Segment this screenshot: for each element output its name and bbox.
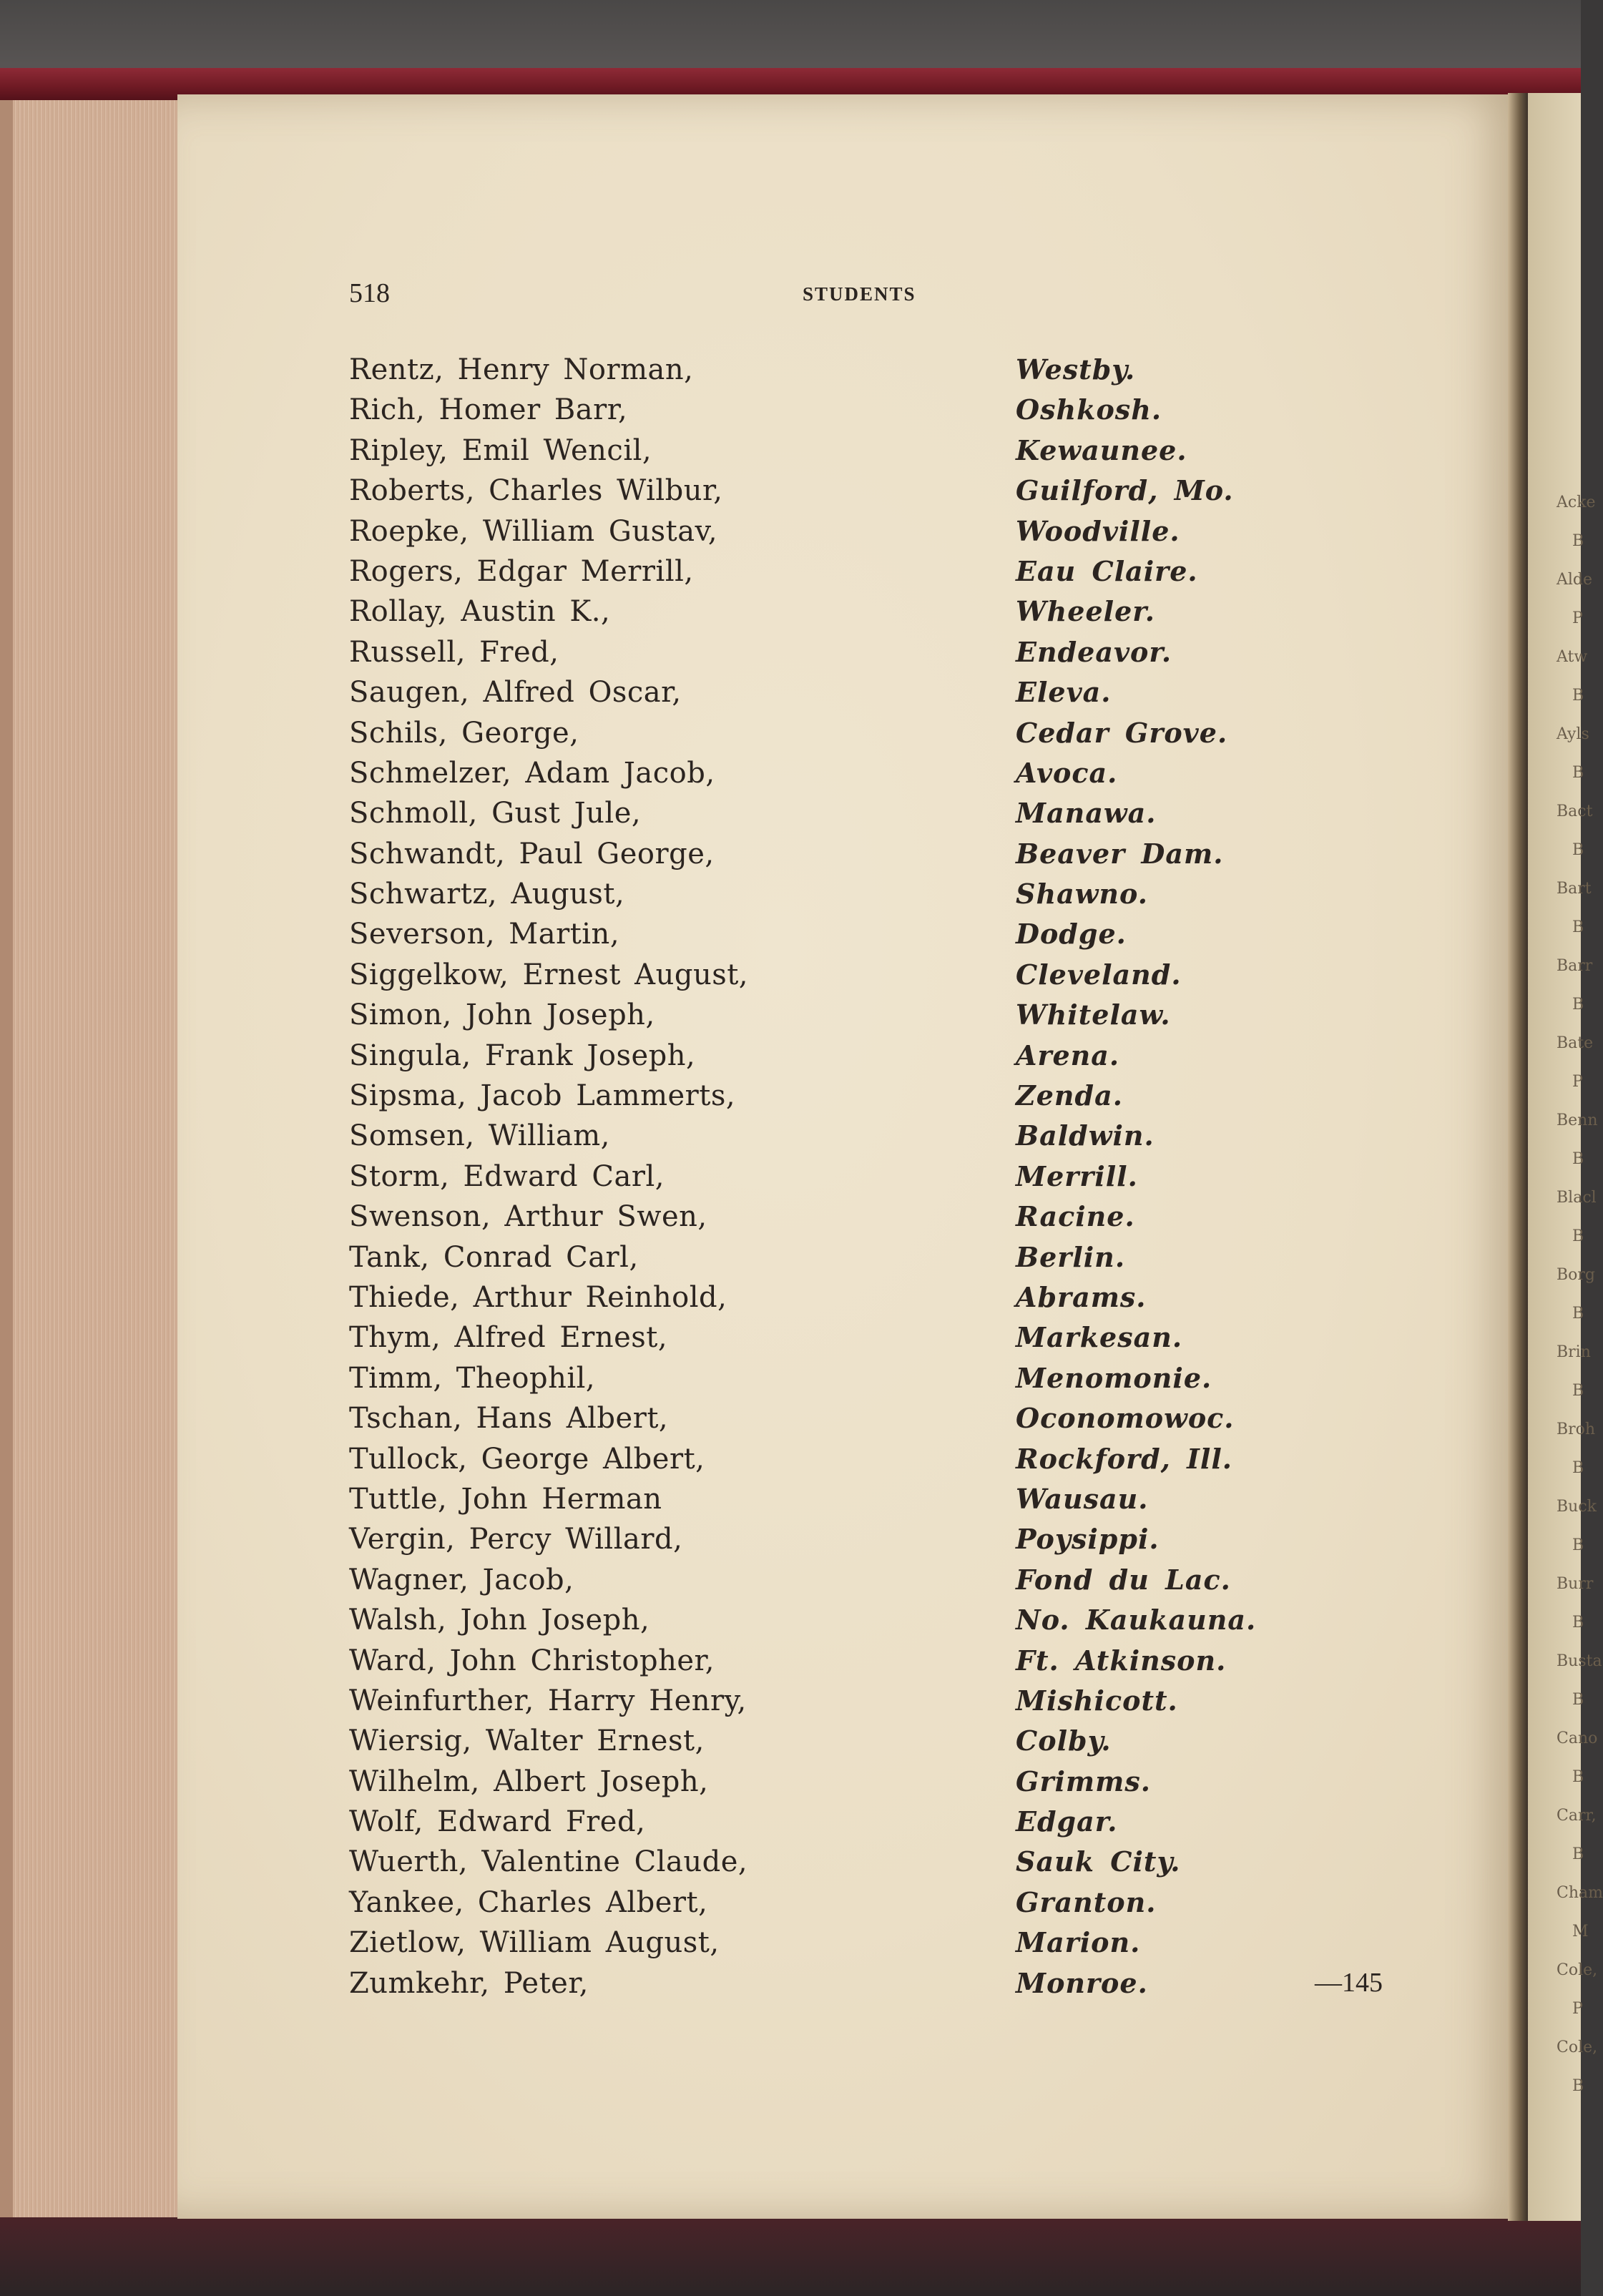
facing-page-fragment: Alde bbox=[1557, 571, 1593, 589]
student-name: Ripley, Emil Wencil, bbox=[349, 433, 652, 467]
student-row bbox=[349, 1281, 1479, 1321]
facing-page-fragment: B bbox=[1572, 2077, 1584, 2095]
student-name: Sipsma, Jacob Lammerts, bbox=[349, 1079, 736, 1113]
student-name: Timm, Theophil, bbox=[349, 1361, 596, 1395]
student-name: Walsh, John Joseph, bbox=[349, 1604, 650, 1637]
student-row bbox=[349, 1564, 1479, 1604]
student-name: Schwandt, Paul George, bbox=[349, 837, 715, 870]
facing-page-fragment: P bbox=[1572, 609, 1583, 627]
student-hometown: Kewaunee. bbox=[1016, 433, 1187, 466]
student-row bbox=[349, 838, 1479, 878]
student-total: —145 bbox=[1315, 1967, 1383, 1998]
facing-page-fragment: B bbox=[1572, 1536, 1584, 1554]
student-name: Zietlow, William August, bbox=[349, 1926, 720, 1960]
student-row bbox=[349, 1483, 1479, 1523]
student-row bbox=[349, 878, 1479, 918]
student-name: Weinfurther, Harry Henry, bbox=[349, 1684, 747, 1717]
facing-page-fragment: B bbox=[1572, 1768, 1584, 1786]
student-name: Roberts, Charles Wilbur, bbox=[349, 474, 723, 508]
facing-page-fragment: Blacl bbox=[1557, 1189, 1597, 1207]
student-name: Tullock, George Albert, bbox=[349, 1442, 705, 1476]
student-hometown: Grimms. bbox=[1016, 1765, 1151, 1797]
student-row bbox=[349, 717, 1479, 757]
student-hometown: Colby. bbox=[1016, 1725, 1112, 1757]
facing-page-fragment: B bbox=[1572, 1614, 1584, 1632]
student-name: Wilhelm, Albert Joseph, bbox=[349, 1765, 709, 1798]
student-row bbox=[349, 676, 1479, 716]
facing-page-fragment: P bbox=[1572, 1073, 1583, 1091]
facing-page-fragment: B bbox=[1572, 841, 1584, 859]
student-name: Siggelkow, Ernest August, bbox=[349, 958, 749, 991]
student-hometown: Baldwin. bbox=[1016, 1119, 1155, 1152]
student-name: Tuttle, John Herman bbox=[349, 1482, 662, 1516]
student-row bbox=[349, 434, 1479, 474]
student-name: Rogers, Edgar Merrill, bbox=[349, 554, 694, 588]
student-name: Schwartz, August, bbox=[349, 878, 625, 911]
student-roster bbox=[349, 353, 1479, 2007]
student-row bbox=[349, 1402, 1479, 1442]
student-row bbox=[349, 1523, 1479, 1563]
student-name: Yankee, Charles Albert, bbox=[349, 1885, 708, 1919]
section-title: STUDENTS bbox=[803, 283, 916, 305]
facing-page-fragment: P bbox=[1572, 2000, 1583, 2018]
student-row bbox=[349, 595, 1479, 635]
student-row bbox=[349, 1684, 1479, 1725]
student-row bbox=[349, 1039, 1479, 1079]
student-hometown: Berlin. bbox=[1016, 1240, 1126, 1273]
page-stack-edges bbox=[0, 100, 179, 2228]
student-row bbox=[349, 999, 1479, 1039]
student-hometown: Manawa. bbox=[1016, 797, 1157, 830]
student-hometown: Menomonie. bbox=[1016, 1361, 1212, 1394]
student-hometown: Arena. bbox=[1016, 1039, 1120, 1071]
facing-page-fragment: B bbox=[1572, 532, 1584, 550]
facing-page-fragment: B bbox=[1572, 1227, 1584, 1245]
facing-page-fragment: Benn bbox=[1557, 1112, 1598, 1129]
facing-page-fragment: B bbox=[1572, 687, 1584, 705]
facing-page-fragment: B bbox=[1572, 1845, 1584, 1863]
student-row bbox=[349, 1886, 1479, 1926]
student-name: Zumkehr, Peter, bbox=[349, 1966, 589, 2000]
student-row bbox=[349, 1725, 1479, 1765]
facing-page-fragment: B bbox=[1572, 918, 1584, 936]
facing-page-fragment: Cham bbox=[1557, 1884, 1603, 1902]
student-name: Roepke, William Gustav, bbox=[349, 514, 718, 548]
student-row bbox=[349, 1926, 1479, 1966]
student-row bbox=[349, 1079, 1479, 1119]
facing-page-fragment: B bbox=[1572, 1305, 1584, 1323]
facing-page-fragment: Broh bbox=[1557, 1421, 1596, 1438]
facing-page-fragment: Cole, bbox=[1557, 2039, 1598, 2056]
student-row bbox=[349, 1845, 1479, 1885]
student-hometown: Sauk City. bbox=[1016, 1845, 1181, 1878]
facing-page-fragment: B bbox=[1572, 996, 1584, 1014]
facing-page-fragment: Ayls bbox=[1557, 725, 1589, 743]
student-name: Wuerth, Valentine Claude, bbox=[349, 1845, 748, 1879]
student-name: Tschan, Hans Albert, bbox=[349, 1402, 669, 1436]
student-row bbox=[349, 515, 1479, 555]
student-row bbox=[349, 393, 1479, 433]
student-hometown: Wheeler. bbox=[1016, 595, 1156, 628]
page-number: 518 bbox=[349, 278, 390, 308]
student-hometown: Wausau. bbox=[1016, 1482, 1149, 1515]
facing-page-fragment: Carr, bbox=[1557, 1807, 1597, 1825]
facing-page-fragment: B bbox=[1572, 764, 1584, 782]
student-name: Tank, Conrad Carl, bbox=[349, 1240, 639, 1274]
facing-page-fragment: Busta bbox=[1557, 1652, 1602, 1670]
student-hometown: Eau Claire. bbox=[1016, 554, 1198, 587]
student-name: Schmoll, Gust Jule, bbox=[349, 797, 642, 830]
student-hometown: Rockford, Ill. bbox=[1016, 1442, 1233, 1475]
facing-page-fragment: B bbox=[1572, 1459, 1584, 1477]
student-row bbox=[349, 1604, 1479, 1644]
student-hometown: Ft. Atkinson. bbox=[1016, 1644, 1227, 1677]
student-hometown: Shawno. bbox=[1016, 878, 1148, 911]
facing-page-fragment: Atw bbox=[1557, 648, 1588, 666]
student-name: Vergin, Percy Willard, bbox=[349, 1523, 683, 1556]
student-hometown: Edgar. bbox=[1016, 1805, 1118, 1838]
student-row bbox=[349, 797, 1479, 837]
student-name: Rentz, Henry Norman, bbox=[349, 353, 694, 386]
facing-page-fragment: Barr bbox=[1557, 957, 1593, 975]
student-name: Thiede, Arthur Reinhold, bbox=[349, 1280, 727, 1314]
facing-page-fragment: B bbox=[1572, 1691, 1584, 1709]
student-name: Rollay, Austin K., bbox=[349, 595, 611, 629]
student-hometown: Avoca. bbox=[1016, 756, 1118, 789]
student-row bbox=[349, 1200, 1479, 1240]
facing-page-fragment: B bbox=[1572, 1382, 1584, 1400]
student-hometown: Eleva. bbox=[1016, 676, 1112, 709]
student-name: Schils, George, bbox=[349, 716, 579, 750]
student-row bbox=[349, 1119, 1479, 1159]
backdrop bbox=[0, 0, 1581, 75]
book-cover-bottom bbox=[0, 2217, 1581, 2296]
student-row bbox=[349, 1321, 1479, 1361]
student-row bbox=[349, 636, 1479, 676]
student-hometown: Poysippi. bbox=[1016, 1523, 1160, 1556]
student-hometown: Guilford, Mo. bbox=[1016, 474, 1234, 507]
student-row bbox=[349, 1765, 1479, 1805]
student-row bbox=[349, 1160, 1479, 1200]
student-row bbox=[349, 353, 1479, 393]
student-hometown: Mishicott. bbox=[1016, 1684, 1178, 1717]
facing-page-fragment: Bate bbox=[1557, 1034, 1594, 1052]
facing-page-fragment: B bbox=[1572, 1150, 1584, 1168]
student-hometown: Fond du Lac. bbox=[1016, 1563, 1231, 1596]
student-row bbox=[349, 958, 1479, 999]
student-name: Swenson, Arthur Swen, bbox=[349, 1200, 707, 1234]
facing-page-fragment: Borg bbox=[1557, 1266, 1596, 1284]
facing-page-fragment: Bart bbox=[1557, 880, 1592, 898]
student-row bbox=[349, 1241, 1479, 1281]
student-hometown: Beaver Dam. bbox=[1016, 837, 1224, 870]
student-hometown: Cedar Grove. bbox=[1016, 716, 1228, 749]
student-row bbox=[349, 1443, 1479, 1483]
facing-page-fragment: Cole, bbox=[1557, 1961, 1598, 1979]
facing-page-fragment: Acke bbox=[1557, 494, 1596, 511]
student-hometown: Abrams. bbox=[1016, 1280, 1147, 1313]
student-name: Severson, Martin, bbox=[349, 918, 620, 951]
student-row bbox=[349, 1362, 1479, 1402]
student-hometown: Granton. bbox=[1016, 1885, 1157, 1918]
student-hometown: Racine. bbox=[1016, 1200, 1135, 1233]
student-name: Wolf, Edward Fred, bbox=[349, 1805, 646, 1839]
student-row bbox=[349, 1644, 1479, 1684]
student-hometown: Dodge. bbox=[1016, 918, 1127, 951]
student-name: Ward, John Christopher, bbox=[349, 1644, 715, 1677]
student-hometown: Marion. bbox=[1016, 1926, 1141, 1959]
student-row bbox=[349, 1967, 1479, 2007]
student-name: Schmelzer, Adam Jacob, bbox=[349, 756, 715, 790]
student-hometown: Oshkosh. bbox=[1016, 393, 1162, 426]
student-hometown: Zenda. bbox=[1016, 1079, 1123, 1112]
facing-page-edge bbox=[1528, 93, 1603, 2221]
student-row bbox=[349, 1805, 1479, 1845]
student-name: Singula, Frank Joseph, bbox=[349, 1039, 696, 1072]
student-name: Saugen, Alfred Oscar, bbox=[349, 676, 682, 710]
student-hometown: No. Kaukauna. bbox=[1016, 1604, 1257, 1637]
student-hometown: Endeavor. bbox=[1016, 635, 1172, 668]
student-hometown: Whitelaw. bbox=[1016, 999, 1171, 1031]
student-name: Somsen, William, bbox=[349, 1119, 610, 1153]
student-name: Wagner, Jacob, bbox=[349, 1563, 574, 1596]
student-row bbox=[349, 474, 1479, 514]
student-hometown: Merrill. bbox=[1016, 1159, 1138, 1192]
student-row bbox=[349, 918, 1479, 958]
facing-page-fragment: M bbox=[1572, 1923, 1589, 1941]
student-name: Russell, Fred, bbox=[349, 635, 559, 669]
student-row bbox=[349, 555, 1479, 595]
student-name: Wiersig, Walter Ernest, bbox=[349, 1725, 705, 1758]
facing-page-fragment: Burr bbox=[1557, 1575, 1594, 1593]
student-hometown: Woodville. bbox=[1016, 514, 1180, 547]
facing-page-fragment: Brin bbox=[1557, 1343, 1591, 1361]
student-name: Rich, Homer Barr, bbox=[349, 393, 628, 427]
facing-page-fragment: Cano bbox=[1557, 1730, 1598, 1747]
student-name: Thym, Alfred Ernest, bbox=[349, 1321, 668, 1355]
student-row bbox=[349, 757, 1479, 797]
student-hometown: Oconomowoc. bbox=[1016, 1402, 1235, 1435]
student-name: Storm, Edward Carl, bbox=[349, 1159, 665, 1193]
facing-page-fragment: Bact bbox=[1557, 803, 1593, 820]
student-hometown: Markesan. bbox=[1016, 1321, 1183, 1354]
student-name: Simon, John Joseph, bbox=[349, 999, 655, 1032]
book-gutter bbox=[1508, 93, 1528, 2221]
student-hometown: Westby. bbox=[1016, 353, 1136, 386]
facing-page-fragment: Buck bbox=[1557, 1498, 1597, 1516]
student-hometown: Monroe. bbox=[1016, 1966, 1148, 1999]
student-hometown: Cleveland. bbox=[1016, 958, 1182, 991]
